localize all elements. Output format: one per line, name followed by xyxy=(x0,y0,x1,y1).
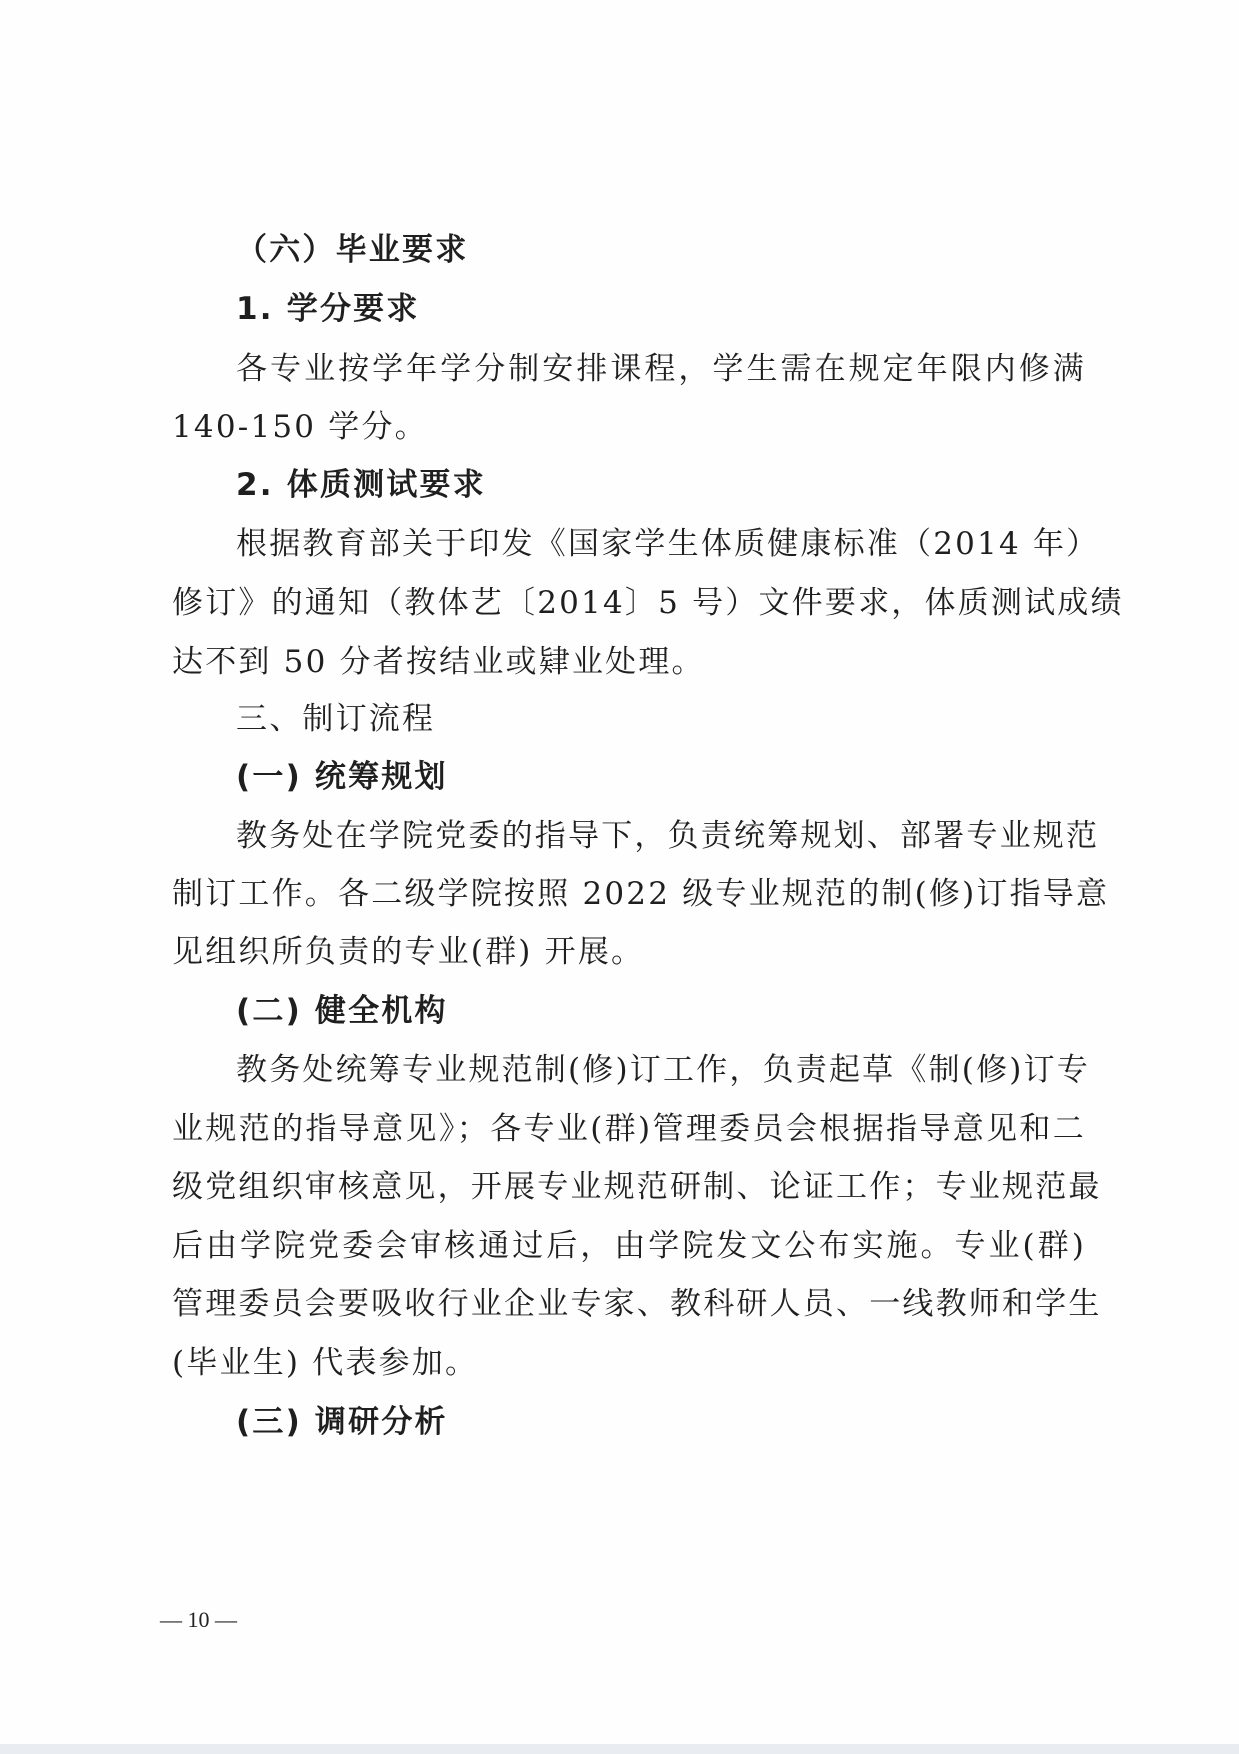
page-number: — 10 — xyxy=(160,1607,237,1632)
subsection-heading-credits: 1. 学分要求 xyxy=(236,291,420,327)
paragraph-line: 140-150 学分。 xyxy=(172,409,428,445)
paragraph-line: 业规范的指导意见》；各专业(群)管理委员会根据指导意见和二 xyxy=(172,1111,1086,1147)
paragraph-line: 各专业按学年学分制安排课程，学生需在规定年限内修满 xyxy=(236,351,1086,387)
paragraph-line: 根据教育部关于印发《国家学生体质健康标准（2014 年） xyxy=(236,526,1100,562)
paragraph-line: 教务处在学院党委的指导下，负责统筹规划、部署专业规范 xyxy=(236,818,1100,854)
paragraph-line: 达不到 50 分者按结业或肄业处理。 xyxy=(172,644,705,680)
scan-edge xyxy=(0,1744,1239,1754)
paragraph-line: 后由学院党委会审核通过后，由学院发文公布实施。专业(群) xyxy=(172,1228,1086,1264)
paragraph-line: 级党组织审核意见，开展专业规范研制、论证工作；专业规范最 xyxy=(172,1169,1102,1205)
section-heading-graduation: （六）毕业要求 xyxy=(236,232,469,268)
paragraph-line: 教务处统筹专业规范制(修)订工作，负责起草《制(修)订专 xyxy=(236,1052,1090,1088)
paragraph-line: 修订》的通知（教体艺〔2014〕5 号）文件要求，体质测试成绩 xyxy=(172,585,1124,621)
section-heading-organization: (二) 健全机构 xyxy=(236,993,448,1029)
paragraph-line: 管理委员会要吸收行业企业专家、教科研人员、一线教师和学生 xyxy=(172,1286,1102,1322)
chapter-heading-process: 三、制订流程 xyxy=(236,701,436,737)
paragraph-line: 制订工作。各二级学院按照 2022 级专业规范的制(修)订指导意 xyxy=(172,876,1110,912)
section-heading-plan: (一) 统筹规划 xyxy=(236,759,448,795)
paragraph-line: 见组织所负责的专业(群) 开展。 xyxy=(172,934,645,970)
section-heading-research: (三) 调研分析 xyxy=(236,1404,448,1440)
paragraph-line: (毕业生) 代表参加。 xyxy=(172,1345,479,1381)
subsection-heading-fitness: 2. 体质测试要求 xyxy=(236,467,486,503)
